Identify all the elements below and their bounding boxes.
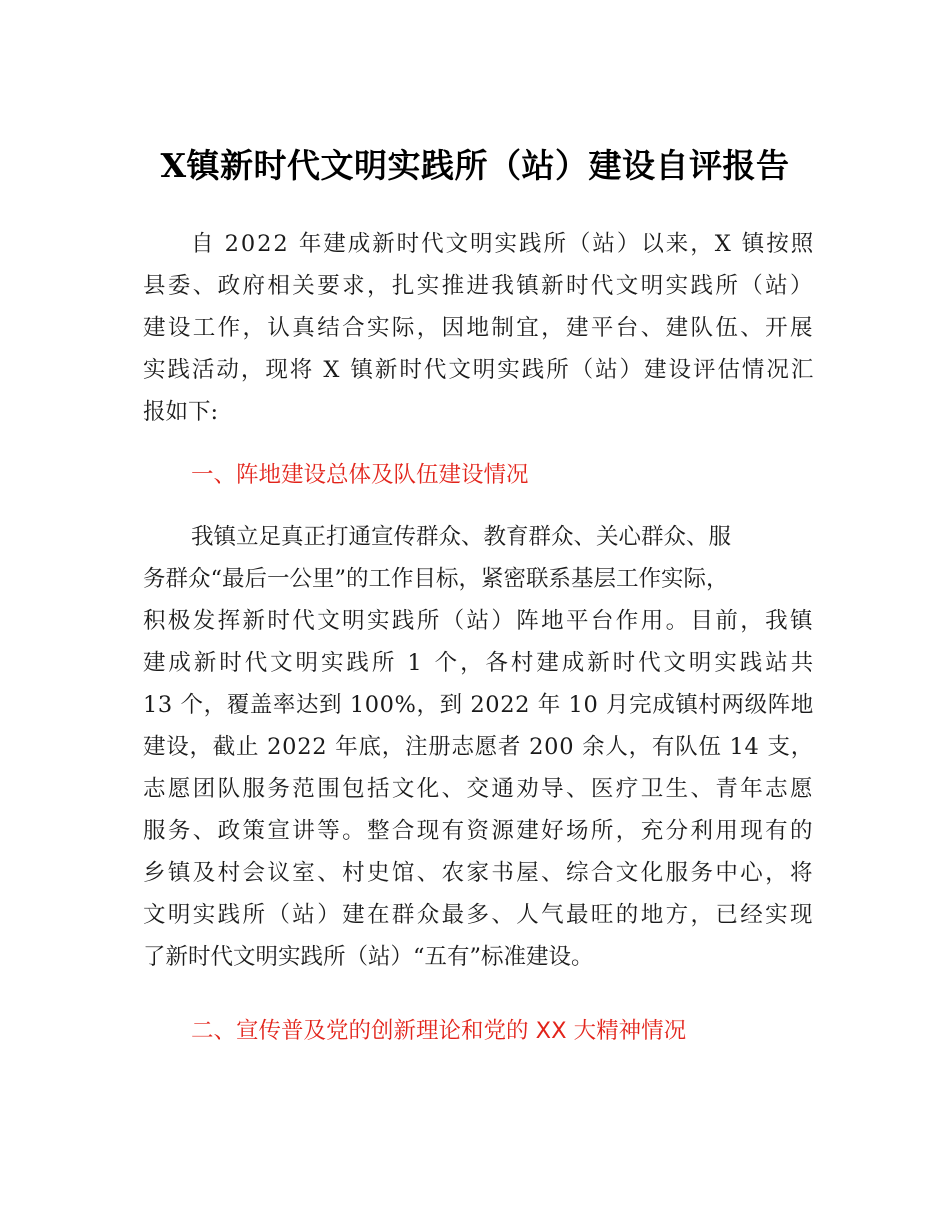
section-1-line-5: 13 个，覆盖率达到 100%，到 2022 年 10 月完成镇村两级阵地 bbox=[143, 692, 814, 718]
section-1-line-4: 建成新时代文明实践所 1 个，各村建成新时代文明实践站共 bbox=[143, 650, 817, 676]
section-1-heading: 一、阵地建设总体及队伍建设情况 bbox=[191, 462, 529, 488]
section-1-line-10: 文明实践所（站）建在群众最多、人气最旺的地方，已经实现 bbox=[143, 902, 815, 928]
section-1-line-9: 乡镇及村会议室、村史馆、农家书屋、综合文化服务中心，将 bbox=[143, 860, 815, 886]
section-2-heading: 二、宣传普及党的创新理论和党的 XX 大精神情况 bbox=[191, 1018, 687, 1044]
section-1-line-3: 积极发挥新时代文明实践所（站）阵地平台作用。目前，我镇 bbox=[143, 608, 815, 634]
document-title: X镇新时代文明实践所（站）建设自评报告 bbox=[160, 146, 790, 185]
intro-line-4: 实践活动，现将 X 镇新时代文明实践所（站）建设评估情况汇 bbox=[143, 357, 816, 383]
section-1-line-2: 务群众“最后一公里”的工作目标，紧密联系基层工作实际， bbox=[143, 566, 729, 592]
section-1-line-6: 建设，截止 2022 年底，注册志愿者 200 余人，有队伍 14 支， bbox=[143, 734, 814, 760]
intro-line-3: 建设工作，认真结合实际，因地制宜，建平台、建队伍、开展 bbox=[143, 315, 815, 341]
intro-line-1: 自 2022 年建成新时代文明实践所（站）以来，X 镇按照 bbox=[191, 231, 816, 257]
section-1-line-8: 服务、政策宣讲等。整合现有资源建好场所，充分利用现有的 bbox=[143, 818, 815, 844]
intro-line-5: 报如下: bbox=[143, 399, 219, 425]
section-1-line-11: 了新时代文明实践所（站）“五有”标准建设。 bbox=[143, 944, 594, 970]
section-1-line-1: 我镇立足真正打通宣传群众、教育群众、关心群众、服 bbox=[191, 524, 732, 550]
intro-line-2: 县委、政府相关要求，扎实推进我镇新时代文明实践所（站） bbox=[143, 273, 815, 299]
section-1-line-7: 志愿团队服务范围包括文化、交通劝导、医疗卫生、青年志愿 bbox=[143, 776, 815, 802]
